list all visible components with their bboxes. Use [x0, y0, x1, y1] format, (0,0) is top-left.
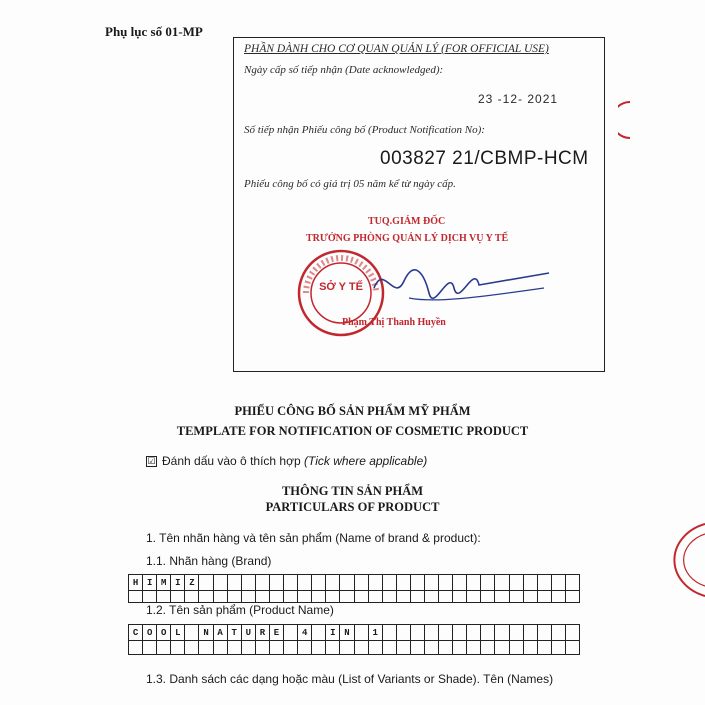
letter-cell[interactable] — [199, 574, 213, 591]
letter-cell[interactable] — [439, 640, 453, 655]
stamp-role: TUQ.GIÁM ĐỐC — [368, 216, 446, 227]
letter-cell[interactable]: 1 — [369, 624, 383, 641]
letter-cell[interactable] — [355, 640, 369, 655]
letter-cell[interactable] — [524, 590, 538, 603]
letter-cell[interactable]: I — [326, 624, 340, 641]
letter-cell[interactable] — [284, 624, 298, 641]
letter-cell[interactable] — [199, 640, 213, 655]
letter-cell[interactable] — [256, 574, 270, 591]
signer-name: Phạm Thị Thanh Huyền — [342, 317, 446, 328]
letter-cell[interactable] — [538, 624, 552, 641]
letter-cell[interactable] — [481, 574, 495, 591]
letter-cell[interactable] — [397, 590, 411, 603]
letter-cell[interactable] — [228, 590, 242, 603]
letter-cell[interactable]: Z — [185, 574, 199, 591]
letter-cell[interactable] — [185, 640, 199, 655]
letter-cell[interactable] — [510, 624, 524, 641]
letter-cell[interactable]: A — [214, 624, 228, 641]
letter-cell[interactable] — [284, 590, 298, 603]
letter-cell[interactable] — [467, 574, 481, 591]
letter-cell[interactable] — [312, 590, 326, 603]
letter-cell[interactable] — [157, 590, 171, 603]
letter-cell[interactable] — [185, 590, 199, 603]
letter-cell[interactable] — [369, 590, 383, 603]
official-box-header: PHẦN DÀNH CHO CƠ QUAN QUẢN LÝ (FOR OFFICIAL USE) — [244, 43, 549, 55]
letter-cell[interactable] — [270, 574, 284, 591]
checked-box-icon: ☑ — [147, 456, 156, 467]
letter-cell[interactable] — [439, 624, 453, 641]
date-acknowledged-value: 23 -12- 2021 — [478, 92, 559, 106]
letter-cell[interactable]: 4 — [298, 624, 312, 641]
letter-cell[interactable]: E — [270, 624, 284, 641]
letter-cell[interactable] — [326, 640, 340, 655]
letter-cell[interactable] — [242, 574, 256, 591]
letter-cell[interactable]: R — [256, 624, 270, 641]
letter-cell[interactable] — [242, 640, 256, 655]
letter-cell[interactable] — [157, 640, 171, 655]
letter-cell[interactable] — [552, 624, 566, 641]
date-acknowledged-label: Ngày cấp số tiếp nhận (Date acknowledged): — [244, 64, 444, 76]
letter-cell[interactable]: M — [157, 574, 171, 591]
letter-cell[interactable] — [566, 574, 580, 591]
letter-cell[interactable]: I — [143, 574, 157, 591]
edge-stamp-fragment-right — [596, 520, 705, 605]
question-1-3-variants: 1.3. Danh sách các dạng hoặc màu (List of Variants or Shade). Tên (Names) — [146, 672, 554, 686]
letter-cell[interactable] — [355, 590, 369, 603]
letter-cell[interactable] — [383, 640, 397, 655]
letter-cell[interactable] — [298, 640, 312, 655]
letter-cell[interactable] — [481, 624, 495, 641]
letter-cell[interactable] — [510, 574, 524, 591]
letter-cell[interactable] — [340, 590, 354, 603]
letter-cell[interactable] — [566, 640, 580, 655]
letter-cell[interactable] — [270, 640, 284, 655]
letter-cell[interactable] — [284, 574, 298, 591]
letter-cell[interactable] — [425, 590, 439, 603]
letter-cell[interactable] — [143, 640, 157, 655]
letter-cell[interactable] — [425, 640, 439, 655]
letter-cell[interactable] — [566, 624, 580, 641]
letter-cell[interactable] — [453, 574, 467, 591]
letter-cell[interactable] — [453, 624, 467, 641]
tick-instruction-vn: Đánh dấu vào ô thích hợp — [162, 454, 304, 468]
letter-cell[interactable] — [510, 590, 524, 603]
letter-cell[interactable] — [312, 640, 326, 655]
letter-cell[interactable] — [524, 640, 538, 655]
letter-cell[interactable] — [552, 640, 566, 655]
letter-cell[interactable] — [552, 574, 566, 591]
letter-cell[interactable] — [284, 640, 298, 655]
letter-cell[interactable] — [510, 640, 524, 655]
letter-cell[interactable]: L — [171, 624, 185, 641]
letter-cell[interactable] — [453, 640, 467, 655]
question-1-1-brand: 1.1. Nhãn hàng (Brand) — [146, 554, 272, 568]
official-use-box — [233, 37, 605, 372]
letter-cell[interactable] — [143, 590, 157, 603]
letter-cell[interactable] — [214, 640, 228, 655]
tick-instruction — [146, 454, 427, 468]
letter-cell[interactable]: I — [171, 574, 185, 591]
letter-cell[interactable] — [495, 574, 509, 591]
letter-cell[interactable] — [524, 624, 538, 641]
letter-cell[interactable] — [369, 640, 383, 655]
letter-cell[interactable] — [397, 574, 411, 591]
letter-cell[interactable] — [242, 590, 256, 603]
letter-cell[interactable] — [397, 624, 411, 641]
letter-cell[interactable] — [298, 574, 312, 591]
product-letter-grid-row-2[interactable] — [128, 640, 580, 655]
question-1-2-product-name: 1.2. Tên sản phẩm (Product Name) — [146, 603, 334, 617]
notification-number-label: Số tiếp nhận Phiếu công bố (Product Notification No): — [244, 124, 485, 136]
letter-cell[interactable]: T — [228, 624, 242, 641]
letter-cell[interactable] — [411, 590, 425, 603]
letter-cell[interactable] — [326, 590, 340, 603]
letter-cell[interactable] — [439, 590, 453, 603]
validity-text: Phiếu công bố có giá trị 05 năm kể từ ngày cấp. — [244, 178, 456, 190]
letter-cell[interactable] — [552, 590, 566, 603]
letter-cell[interactable] — [171, 640, 185, 655]
letter-cell[interactable] — [481, 590, 495, 603]
letter-cell[interactable] — [383, 574, 397, 591]
letter-cell[interactable] — [355, 574, 369, 591]
letter-cell[interactable]: O — [157, 624, 171, 641]
letter-cell[interactable] — [524, 574, 538, 591]
product-letter-grid[interactable] — [128, 624, 580, 641]
letter-cell[interactable] — [129, 640, 143, 655]
letter-cell[interactable]: H — [129, 574, 143, 591]
letter-cell[interactable]: N — [199, 624, 213, 641]
letter-cell[interactable] — [383, 624, 397, 641]
letter-cell[interactable] — [326, 574, 340, 591]
letter-cell[interactable] — [467, 590, 481, 603]
letter-cell[interactable] — [383, 590, 397, 603]
letter-cell[interactable] — [228, 640, 242, 655]
letter-cell[interactable] — [467, 624, 481, 641]
letter-cell[interactable] — [171, 590, 185, 603]
letter-cell[interactable] — [425, 574, 439, 591]
appendix-label: Phụ lục số 01-MP — [105, 24, 203, 39]
letter-cell[interactable] — [369, 574, 383, 591]
letter-cell[interactable] — [411, 640, 425, 655]
letter-cell[interactable] — [129, 590, 143, 603]
letter-cell[interactable] — [214, 590, 228, 603]
letter-cell[interactable] — [270, 590, 284, 603]
letter-cell[interactable] — [298, 590, 312, 603]
document-title-vn: PHIẾU CÔNG BỐ SẢN PHẨM MỸ PHẨM — [234, 404, 471, 418]
brand-letter-grid-row-2[interactable] — [128, 590, 580, 603]
signature — [354, 243, 554, 328]
letter-cell[interactable]: O — [143, 624, 157, 641]
brand-letter-grid[interactable] — [128, 574, 580, 591]
letter-cell[interactable] — [453, 590, 467, 603]
document-title-en: TEMPLATE FOR NOTIFICATION OF COSMETIC PRODUCT — [176, 424, 529, 438]
edge-stamp-fragment — [618, 100, 630, 145]
letter-cell[interactable] — [256, 590, 270, 603]
letter-cell[interactable]: U — [242, 624, 256, 641]
letter-cell[interactable] — [411, 624, 425, 641]
letter-cell[interactable] — [397, 640, 411, 655]
tick-instruction-en: (Tick where applicable) — [303, 454, 428, 468]
letter-cell[interactable] — [411, 574, 425, 591]
seal-label: SỞ Y TẾ — [319, 281, 363, 293]
letter-cell[interactable]: N — [340, 624, 354, 641]
letter-cell[interactable] — [214, 574, 228, 591]
letter-cell[interactable] — [495, 590, 509, 603]
letter-cell[interactable] — [538, 640, 552, 655]
letter-cell[interactable] — [538, 574, 552, 591]
letter-cell[interactable] — [495, 640, 509, 655]
letter-cell[interactable] — [340, 640, 354, 655]
notification-number-value: 003827 21/CBMP-HCM — [380, 148, 589, 169]
letter-cell[interactable] — [355, 624, 369, 641]
section-title-vn: THÔNG TIN SẢN PHẨM — [281, 484, 424, 498]
letter-cell[interactable] — [256, 640, 270, 655]
letter-cell[interactable] — [199, 590, 213, 603]
letter-cell[interactable] — [495, 624, 509, 641]
letter-cell[interactable] — [467, 640, 481, 655]
letter-cell[interactable] — [312, 624, 326, 641]
letter-cell[interactable] — [439, 574, 453, 591]
letter-cell[interactable] — [228, 574, 242, 591]
letter-cell[interactable] — [566, 590, 580, 603]
letter-cell[interactable] — [340, 574, 354, 591]
letter-cell[interactable] — [425, 624, 439, 641]
letter-cell[interactable] — [538, 590, 552, 603]
question-1: 1. Tên nhãn hàng và tên sản phẩm (Name of brand & product): — [146, 531, 481, 545]
letter-cell[interactable]: C — [129, 624, 143, 641]
stamp-organization: TRƯỞNG PHÒNG QUẢN LÝ DỊCH VỤ Y TẾ — [306, 233, 509, 244]
letter-cell[interactable] — [185, 624, 199, 641]
letter-cell[interactable] — [481, 640, 495, 655]
letter-cell[interactable] — [312, 574, 326, 591]
section-title-en: PARTICULARS OF PRODUCT — [265, 500, 440, 514]
